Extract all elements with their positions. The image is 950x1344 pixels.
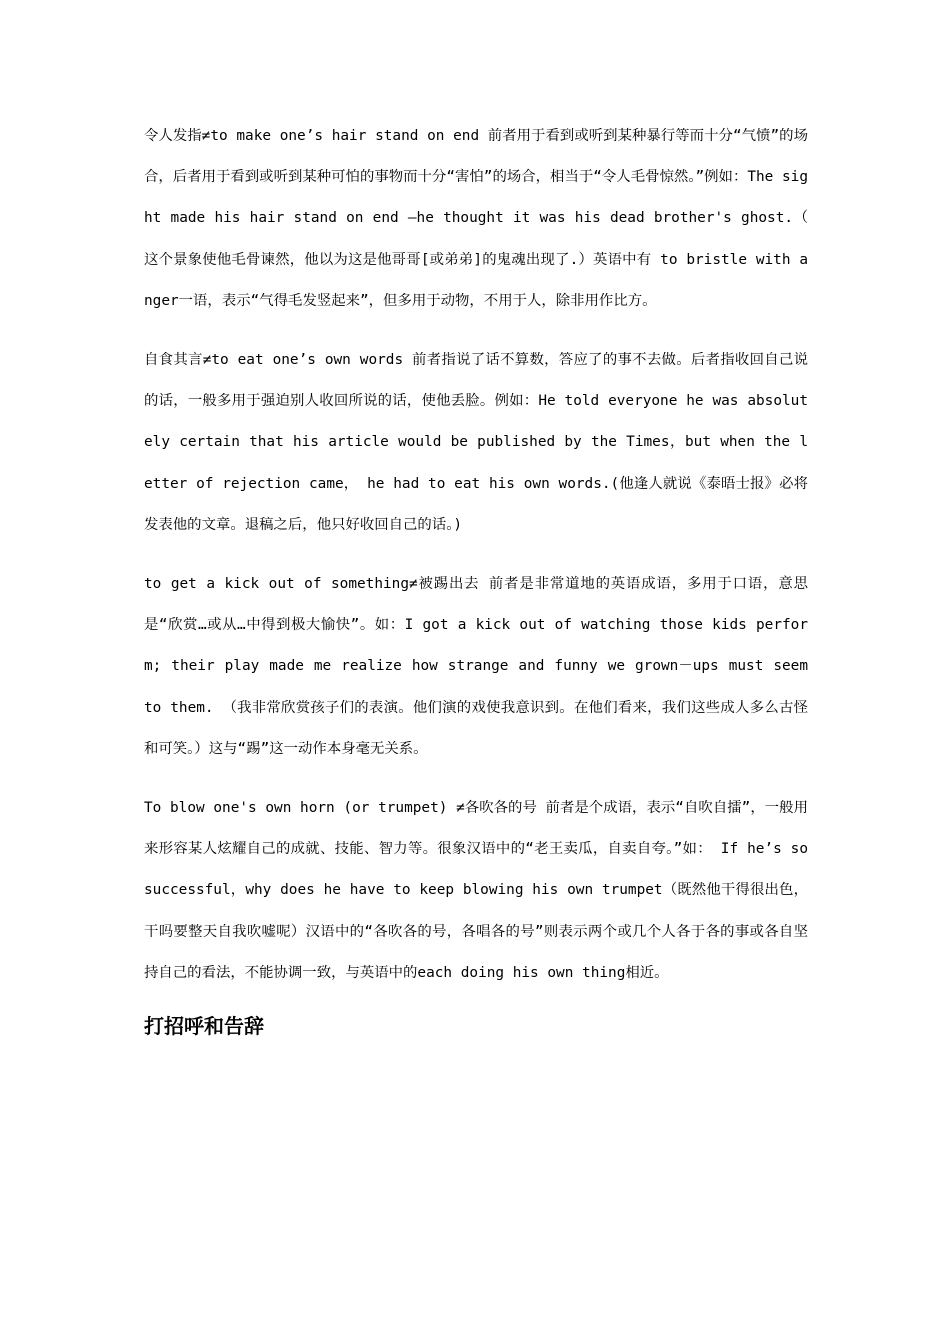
document-page xyxy=(144,116,808,1040)
paragraph-hair-stand-on-end: 令人发指≠to make one’s hair stand on end 前者用于看到或听到某种暴行等而十分“气愤”的场合，后者用于看到或听到某种可怕的事物而十分“害怕”的场合，相当于“令人毛骨惊然。”例如：The sight made his hair stand on end —he thought it was his dead brother's ghost.（ 这个景象使他毛骨谏然，他以为这是他哥哥[或弟弟]的鬼魂出现了.）英语中有 to bristle with anger一语，表示“气得毛发竖起来”，但多用于动物，不用于人，除非用作比方。 xyxy=(144,128,808,309)
paragraph-eat-own-words: 自食其言≠to eat one’s own words 前者指说了话不算数，答应了的事不去做。后者指收回自己说的话，一般多用于强迫别人收回所说的话，使他丢脸。例如：He told everyone he was absolutely certain that his article would be published by the Times，but when the letter of rejection came， he had to eat his own words.(他逢人就说《泰晤士报》必将发表他的文章。退稿之后，他只好收回自己的话。) xyxy=(144,352,808,533)
paragraph-blow-own-horn: To blow one's own horn (or trumpet) ≠各吹各的号 前者是个成语，表示“自吹自擂”，一般用来形容某人炫耀自己的成就、技能、智力等。很象汉语中的“老王卖瓜，自卖自夸。”如： If he’s so successful，why does he have to keep blowing his own trumpet（既然他干得很出色，干吗要整天自我吹嘘呢）汉语中的“各吹各的号，各唱各的号”则表示两个或几个人各于各的事或各自坚持自己的看法，不能协调一致，与英语中的each doing his own thing相近。 xyxy=(144,800,808,981)
section-heading: 打招呼和告辞 xyxy=(144,1014,264,1039)
paragraph-kick-out-of: to get a kick out of something≠被踢出去 前者是非常道地的英语成语，多用于口语，意思是“欣赏…或从…中得到极大愉快”。如：I got a kick out of watching those kids perform; their play made me realize how strange and funny we grown－ups must seem to them. （我非常欣赏孩子们的表演。他们演的戏使我意识到。在他们看来，我们这些成人多么古怪和可笑。）这与“踢”这一动作本身毫无关系。 xyxy=(144,576,808,757)
